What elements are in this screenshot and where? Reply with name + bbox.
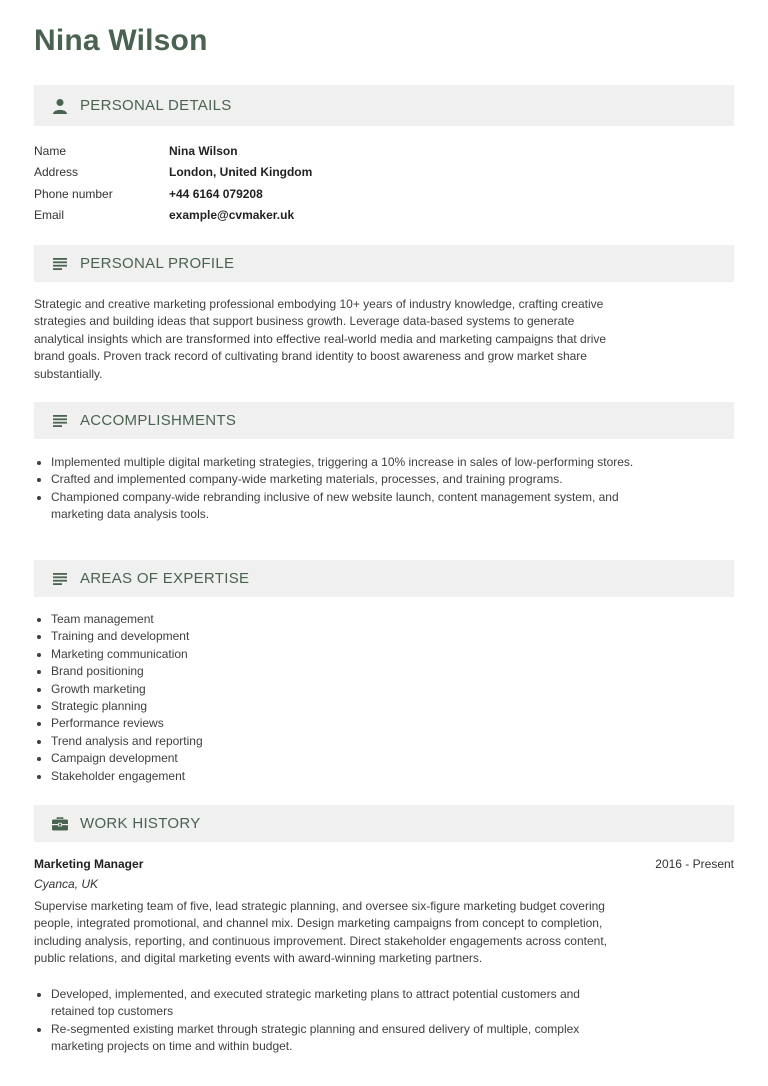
text-lines-icon — [50, 569, 70, 589]
list-item: • Strategic planning — [51, 698, 641, 715]
detail-value: Nina Wilson — [169, 144, 238, 158]
detail-row — [34, 164, 312, 185]
list-item: • Marketing communication — [51, 646, 641, 663]
section-personal-profile — [34, 245, 734, 282]
job-dates: 2016 - Present — [655, 857, 734, 871]
detail-value: example@cvmaker.uk — [169, 207, 295, 222]
list-item: • Re-segmented existing market through strategic planning and ensured delivery of multiple, complex marketing projects on time and within budget. — [51, 1021, 611, 1056]
list-item: • Championed company-wide rebranding inclusive of new website launch, content management system, and marketing data analysis tools. — [51, 489, 641, 524]
expertise-list — [34, 611, 641, 785]
section-title: AREAS OF EXPERTISE — [80, 570, 250, 587]
profile-text: Strategic and creative marketing professional embodying 10+ years of industry knowledge, crafting creative strategies and building ideas that support business growth. Leverage data-based systems to generate analytical insights which are transformed into effective real-world media and marketing campaigns that drive brand goals. Proven track record of cultivating brand identity to boost awareness and grow market share substantially. — [34, 297, 607, 381]
list-item: • Implemented multiple digital marketing strategies, triggering a 10% increase in sales of low-performing stores. — [51, 454, 641, 471]
list-item: • Brand positioning — [51, 663, 641, 680]
section-title: WORK HISTORY — [80, 815, 201, 832]
section-title: PERSONAL DETAILS — [80, 97, 232, 114]
list-item: • Performance reviews — [51, 715, 641, 732]
personal-details-table — [34, 143, 312, 228]
text-lines-icon — [50, 254, 70, 274]
candidate-name: Nina Wilson — [34, 24, 208, 57]
detail-value: +44 6164 079208 — [169, 186, 263, 201]
detail-label: Address — [34, 165, 79, 180]
text-lines-icon — [50, 411, 70, 431]
accomplishments-list — [34, 454, 641, 524]
list-item: • Team management — [51, 611, 641, 628]
section-title: PERSONAL PROFILE — [80, 255, 235, 272]
job-bullets — [34, 986, 611, 1056]
person-icon — [50, 96, 70, 116]
list-item: • Training and development — [51, 628, 641, 645]
briefcase-icon — [50, 814, 70, 834]
list-item: • Crafted and implemented company-wide marketing materials, processes, and training programs. — [51, 471, 641, 488]
list-item: • Campaign development — [51, 750, 641, 767]
list-item: • Growth marketing — [51, 681, 641, 698]
list-item: • Trend analysis and reporting — [51, 733, 641, 750]
detail-row — [34, 143, 312, 164]
detail-label: Phone number — [34, 186, 113, 201]
job-company: Cyanca, UK — [34, 877, 99, 891]
detail-value: London, United Kingdom — [169, 165, 313, 180]
section-areas-of-expertise — [34, 560, 734, 597]
job-description: Supervise marketing team of five, lead strategic planning, and oversee six-figure marketing budget covering people, integrated promotional, and channel mix. Design marketing campaigns from concept to completion, including analysis, reporting, and continuous improvement. Direct stakeholder engagements across content, public relations, and digital marketing events with award-winning marketing partners. — [34, 899, 607, 966]
detail-label: Email — [34, 207, 65, 222]
detail-row — [34, 207, 312, 228]
list-item: • Developed, implemented, and executed strategic marketing plans to attract potential customers and retained top customers — [51, 986, 611, 1021]
job-title: Marketing Manager — [34, 857, 144, 871]
detail-label: Name — [34, 144, 67, 158]
section-personal-details — [34, 85, 734, 126]
section-work-history — [34, 805, 734, 842]
section-accomplishments — [34, 402, 734, 439]
detail-row — [34, 186, 312, 207]
list-item: • Stakeholder engagement — [51, 768, 641, 785]
section-title: ACCOMPLISHMENTS — [80, 412, 237, 429]
